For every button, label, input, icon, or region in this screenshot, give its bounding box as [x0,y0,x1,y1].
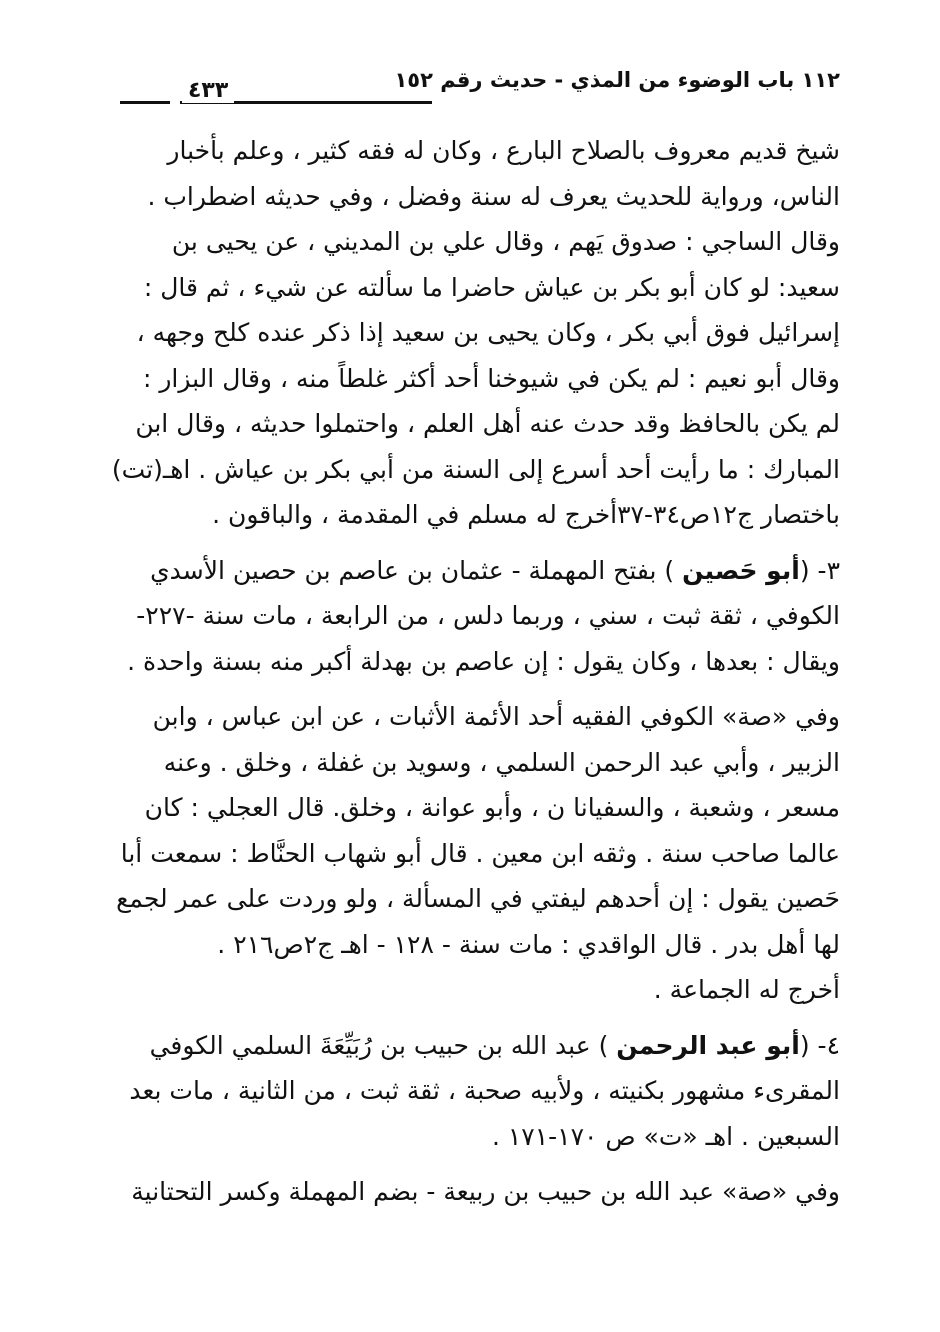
page-body [110,128,840,1215]
text-line: لها أهل بدر . قال الواقدي : مات سنة - ١٢٨ - اهـ ج٢ص٢١٦ . [217,929,840,959]
text-line: وقال الساجي : صدوق يَهم ، وقال علي بن المديني ، عن يحيى بن [171,227,840,256]
text-line: عالما صاحب سنة . وثقه ابن معين . قال أبو شهاب الحنَّاط : سمعت أبا [120,838,840,868]
page-number: ٤٣٣ [182,78,234,103]
text-line: لم يكن بالحافظ وقد حدث عنه أهل العلم ، واحتملوا حديثه ، وقال ابن [135,409,840,438]
text-line: مسعر ، وشعبة ، والسفيانا ن ، وأبو عوانة ، وخلق. قال العجلي : كان [144,793,840,822]
paragraph-4 [110,1023,840,1160]
entry-heading-rest: ) عبد الله بن حبيب بن رُبَيِّعَةَ السلمي الكوفي [149,1030,609,1060]
header-title: ١١٢ باب الوضوء من المذي - حديث رقم ١٥٢ [394,68,840,92]
text-line: ويقال : بعدها ، وكان يقول : إن عاصم بن بهدلة أكبر منه بسنة واحدة . [127,646,840,676]
text-line: المقرىء مشهور بكنيته ، ولأبيه صحبة ، ثقة ثبت ، من الثانية ، مات بعد [129,1076,840,1105]
text-line: الزبير ، وأبي عبد الرحمن السلمي ، وسويد بن غفلة ، وخلق . وعنه [163,747,840,777]
entry-name: أبو عبد الرحمن [616,1030,800,1060]
paragraph-3 [110,694,840,1013]
text-line: حَصين يقول : إن أحدهم ليفتي في المسألة ، ولو وردت على عمر لجمع [116,884,840,913]
entry-name: أبو حَصين [682,555,800,585]
paragraph-2 [110,548,840,685]
text-line: المبارك : ما رأيت أحد أسرع إلى السنة من أبي بكر بن عياش . اهـ(تت) [111,454,840,484]
text-line: وقال أبو نعيم : لم يكن في شيوخنا أحد أكثر غلطاً منه ، وقال البزار : [142,363,840,393]
text-line: إسرائيل فوق أبي بكر ، وكان يحيى بن سعيد إذا ذكر عنده كلح وجهه ، [136,318,840,347]
text-line: السبعين . اهـ «ت» ص ١٧٠-١٧١ . [491,1121,840,1151]
header-rule-left [120,101,170,104]
text-line: باختصار ج١٢ص٣٤-٣٧أخرج له مسلم في المقدمة ، والباقون . [212,500,840,529]
text-line: شيخ قديم معروف بالصلاح البارع ، وكان له فقه كثير ، وعلم بأخبار [167,136,840,165]
text-line: وفي «صة» عبد الله بن حبيب بن ربيعة - بضم المهملة وكسر التحتانية [131,1177,840,1206]
entry-heading-rest: ) بفتح المهملة - عثمان بن عاصم بن حصين الأسدي [150,555,675,585]
entry-heading-line [110,548,840,594]
entry-heading-line [110,1023,840,1069]
paragraph-5 [110,1169,840,1215]
entry-number: ٣- ( [799,555,840,585]
paragraph-1 [110,128,840,538]
entry-number: ٤- ( [799,1030,840,1060]
text-line: الناس، ورواية للحديث يعرف له سنة وفضل ، وفي حديثه اضطراب . [147,181,840,211]
running-header [120,68,840,108]
text-line: الكوفي ، ثقة ثبت ، سني ، وربما دلس ، من الرابعة ، مات سنة -٢٢٧- [136,601,840,630]
text-line: وفي «صة» الكوفي الفقيه أحد الأئمة الأثبات ، عن ابن عباس ، وابن [152,702,840,731]
text-line: أخرج له الجماعة . [653,975,840,1004]
text-line: سعيد: لو كان أبو بكر بن عياش حاضرا ما سألته عن شيء ، ثم قال : [143,272,840,302]
